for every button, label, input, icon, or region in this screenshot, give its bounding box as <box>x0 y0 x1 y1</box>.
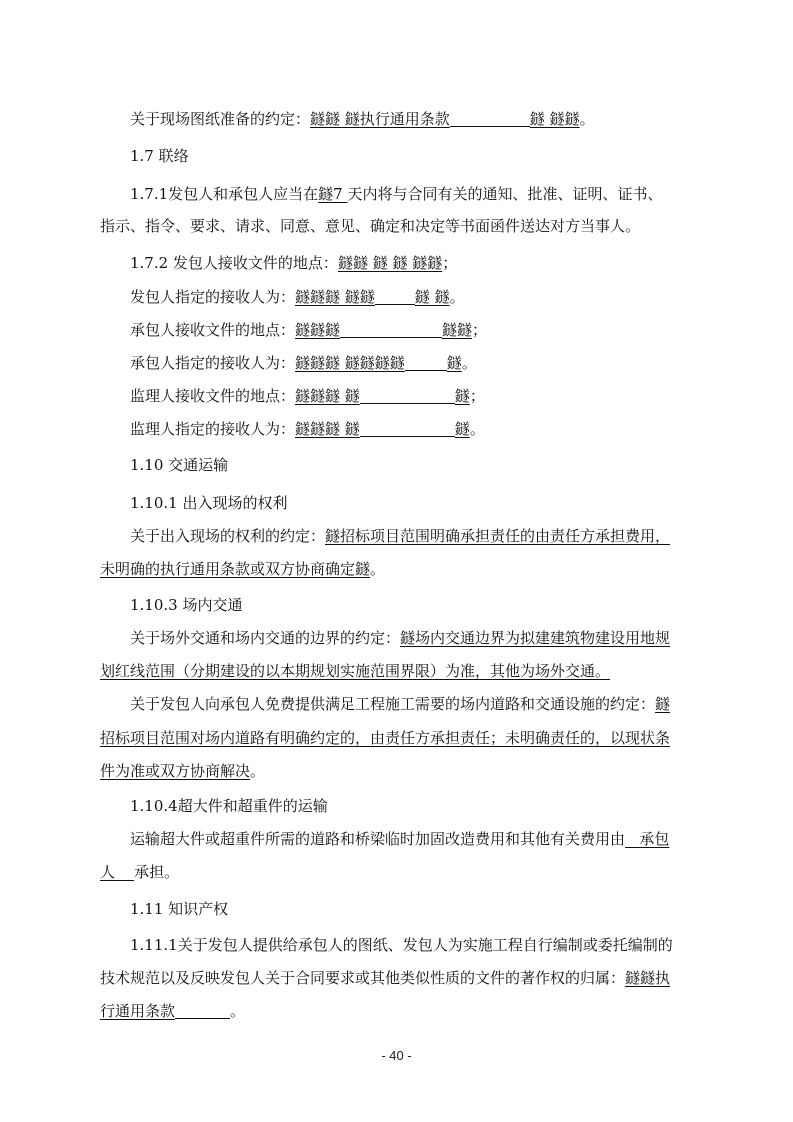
punctuation: 。 <box>250 762 266 780</box>
page-number: - 40 - <box>381 1048 412 1063</box>
clause-1-10-3-line2 <box>100 660 610 682</box>
blank-underline <box>340 319 442 338</box>
clause-1-10-4-line2 <box>100 861 179 883</box>
clause-text: 监理人指定的接收人为： <box>130 420 296 438</box>
clause-1-10-3-line4 <box>100 727 670 749</box>
clause-1-10-1-line2 <box>100 558 385 580</box>
fill-in-value: 鐩鐩鐩 鐩 <box>295 420 360 438</box>
clause-text: 发包人指定的接收人为： <box>130 288 296 306</box>
supervisor-receiver-line <box>130 418 485 440</box>
blank-underline <box>375 286 415 305</box>
fill-in-value: 未明确的执行通用条款或双方协商确定鐩 <box>100 560 371 578</box>
clause-1-10-1-line1 <box>130 525 670 547</box>
punctuation: ； <box>472 321 488 339</box>
fill-in-value: 鐩 <box>454 387 470 405</box>
drawings-prep-line <box>130 108 595 130</box>
blank-underline <box>175 1000 230 1019</box>
fill-in-value: 鐩鐩鐩 <box>295 321 341 339</box>
clause-text: 承包人接收文件的地点： <box>130 321 296 339</box>
punctuation: 。 <box>469 420 485 438</box>
fill-in-value: 鐩 <box>655 695 671 713</box>
fill-in-value: 鐩7 <box>318 185 348 203</box>
section-heading-1-10-4: 1.10.4超大件和超重件的运输 <box>130 797 328 815</box>
clause-text: 1.7.1发包人和承包人应当在 <box>130 185 319 203</box>
fill-in-value: 鐩鐩鐩 鐩 <box>295 387 360 405</box>
section-heading-1-11: 1.11 知识产权 <box>130 900 229 918</box>
blank-underline <box>360 418 455 437</box>
clause-1-11-1-line1: 1.11.1关于发包人提供给承包人的图纸、发包人为实施工程自行编制或委托编制的 <box>130 936 673 954</box>
fill-in-value: 鐩 <box>454 420 470 438</box>
contractor-receiver-line <box>130 352 477 374</box>
section-heading-1-10: 1.10 交通运输 <box>130 456 229 474</box>
fill-in-value: 人 <box>100 863 135 881</box>
punctuation: 。 <box>370 560 386 578</box>
clause-text: 1.7.2 发包人接收文件的地点： <box>130 254 338 272</box>
punctuation: 。 <box>579 110 595 128</box>
clause-text: 承担。 <box>134 863 180 881</box>
fill-in-value: 鐩鐩鐩 鐩鐩 <box>295 288 375 306</box>
clause-text: 关于场外交通和场内交通的边界的约定： <box>130 629 401 647</box>
punctuation: ； <box>469 387 485 405</box>
punctuation: 。 <box>230 1002 246 1020</box>
fill-in-value: 招标项目范围对场内道路有明确约定的，由责任方承担责任；未明确责任的，以现状条 <box>100 729 671 747</box>
clause-text: 承包人指定的接收人为： <box>130 354 296 372</box>
contractor-place-line <box>130 319 487 341</box>
fill-in-value: 件为准或双方协商解决 <box>100 762 251 780</box>
blank-underline <box>360 385 455 404</box>
clause-text: 关于出入现场的权利的约定： <box>130 527 326 545</box>
punctuation: ； <box>442 254 458 272</box>
fill-in-value: 行通用条款 <box>100 1002 176 1020</box>
fill-in-value: 鐩 鐩 <box>414 288 450 306</box>
section-heading-1-10-1: 1.10.1 出入现场的权利 <box>130 494 288 512</box>
clause-text: 技术规范以及反映发包人关于合同要求或其他类似性质的文件的著作权的归属： <box>100 969 626 987</box>
supervisor-place-line <box>130 385 485 407</box>
fill-in-value: 鐩场内交通边界为拟建建筑物建设用地规 <box>400 629 671 647</box>
fill-in-value: 鐩 <box>446 354 462 372</box>
clause-text: 关于发包人向承包人免费提供满足工程施工需要的场内道路和交通设施的约定： <box>130 695 656 713</box>
clause-label: 关于现场图纸准备的约定： <box>130 110 311 128</box>
fill-in-value: 鐩鐩 鐩执行通用条款 <box>310 110 450 128</box>
clause-1-7-1-line1 <box>130 183 663 205</box>
clause-1-11-1-line3 <box>100 1000 245 1022</box>
clause-text: 天内将与合同有关的通知、批准、证明、证书、 <box>347 185 663 203</box>
section-heading-1-10-3: 1.10.3 场内交通 <box>130 596 243 614</box>
blank-underline <box>450 108 530 127</box>
employer-receiver-line <box>130 286 465 308</box>
clause-text: 监理人接收文件的地点： <box>130 387 296 405</box>
fill-in-value: 承包 <box>625 830 670 848</box>
fill-in-value: 鐩鐩 <box>442 321 473 339</box>
fill-in-value: 划红线范围（分期建设的以本期规划实施范围界限）为准，其他为场外交通。 <box>100 662 611 680</box>
fill-in-value: 鐩 鐩鐩 <box>529 110 580 128</box>
fill-in-value: 鐩招标项目范围明确承担责任的由责任方承担费用， <box>325 527 671 545</box>
fill-in-value: 鐩鐩执 <box>625 969 671 987</box>
punctuation: 。 <box>461 354 477 372</box>
section-heading-1-7: 1.7 联络 <box>130 147 189 165</box>
fill-in-value: 鐩鐩 鐩 鐩 鐩鐩 <box>337 254 443 272</box>
blank-underline <box>405 352 447 371</box>
clause-1-10-3-line1 <box>130 627 670 649</box>
clause-1-10-3-line5 <box>100 760 265 782</box>
clause-1-11-1-line2 <box>100 967 670 989</box>
fill-in-value: 鐩鐩鐩 鐩鐩鐩鐩 <box>295 354 405 372</box>
clause-1-7-1-line2: 指示、指令、要求、请求、同意、意见、确定和决定等书面函件送达对方当事人。 <box>100 217 641 235</box>
clause-1-10-3-line3 <box>130 693 670 715</box>
punctuation: 。 <box>449 288 465 306</box>
clause-1-7-2-line <box>130 252 457 274</box>
clause-1-10-4-line1 <box>130 828 669 850</box>
clause-text: 运输超大件或超重件所需的道路和桥梁临时加固改造费用和其他有关费用由 <box>130 830 626 848</box>
